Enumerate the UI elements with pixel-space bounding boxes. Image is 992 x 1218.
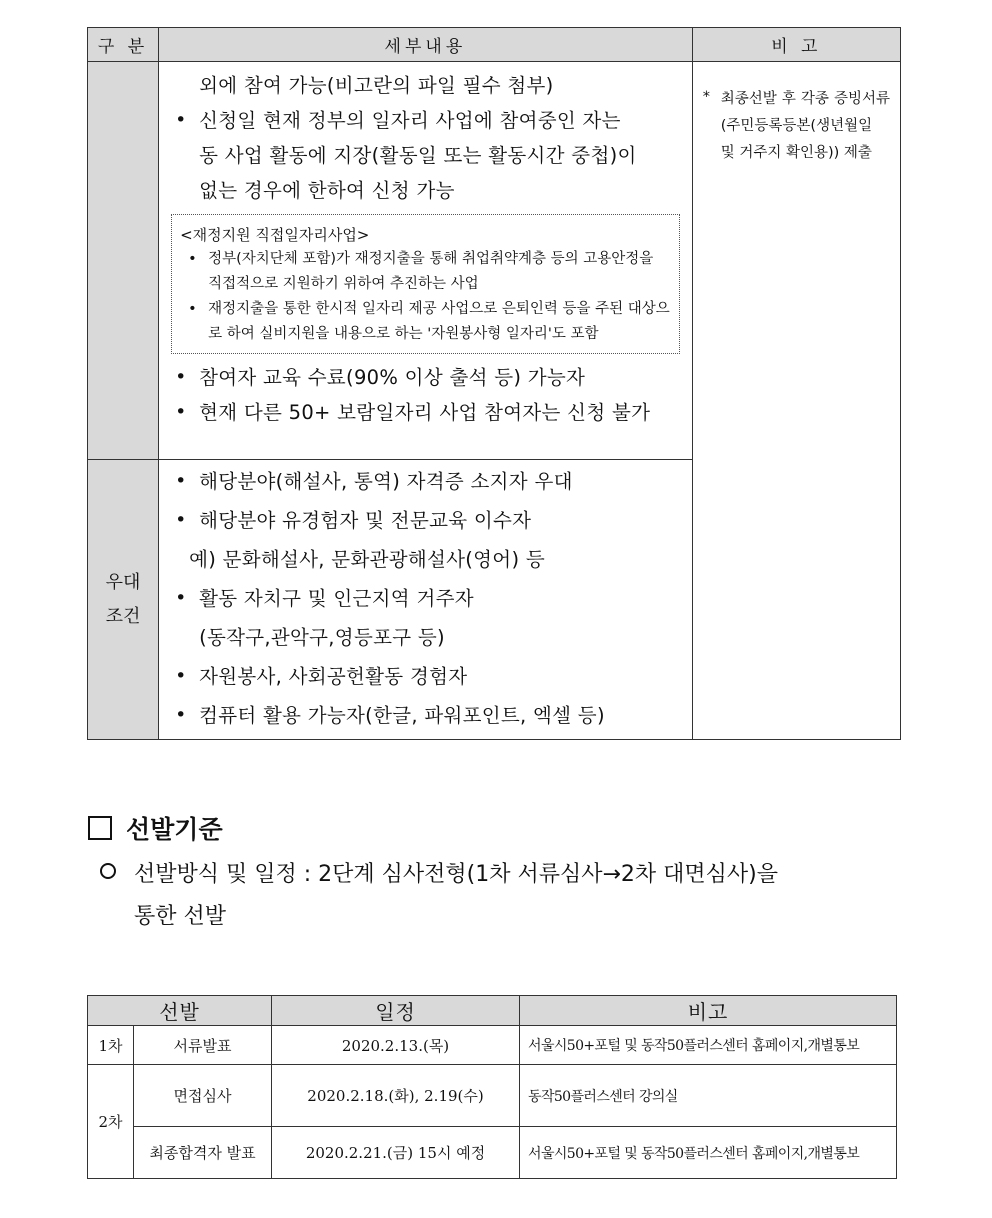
category-label: 우대 (105, 571, 141, 593)
table-row (88, 1127, 897, 1179)
circle-bullet-icon (100, 863, 116, 879)
header-remarks: 비고 (520, 996, 897, 1026)
header-schedule: 일정 (272, 996, 520, 1026)
selection-method (100, 854, 912, 938)
header-category: 구 분 (88, 28, 159, 62)
detail-bullet: • 참여자 교육 수료(90% 이상 출석 등) 가능자 (171, 360, 684, 395)
note-text (693, 62, 900, 167)
preference-detail-cell (159, 460, 693, 740)
preference-bullet: • 해당분야 유경험자 및 전문교육 이수자 (171, 501, 684, 540)
date-cell: 2020.2.18.(화), 2.19(수) (272, 1065, 520, 1127)
date-cell: 2020.2.13.(목) (272, 1026, 520, 1065)
preference-line: (동작구,관악구,영등포구 등) (199, 626, 445, 649)
section-title-text: 선발기준 (126, 815, 223, 844)
section-title (88, 810, 223, 846)
category-label: 조건 (105, 605, 141, 627)
selection-line-1: 선발방식 및 일정 : 2단계 심사전형(1차 서류심사→2차 대면심사)을 (134, 862, 779, 887)
preference-bullet: • 컴퓨터 활용 가능자(한글, 파워포인트, 엑셀 등) (171, 696, 684, 735)
asterisk-mark: * (702, 89, 710, 105)
detail-line: 동 사업 활동에 지장(활동일 또는 활동시간 중첩)이 (199, 144, 637, 167)
preference-bullet: • 활동 자치구 및 인근지역 거주자 (171, 579, 684, 618)
stage-cell: 1차 (88, 1026, 134, 1065)
remark-cell: 동작50플러스센터 강의실 (520, 1065, 897, 1127)
date-cell: 2020.2.21.(금) 15시 예정 (272, 1127, 520, 1179)
type-cell: 면접심사 (134, 1065, 272, 1127)
preference-bullet: • 해당분야(해설사, 통역) 자격증 소지자 우대 (171, 462, 684, 501)
box-item: • 정부(자치단체 포함)가 재정지출을 통해 취업취약계층 등의 고용안정을 직접적으로 지원하기 위하여 추진하는 사업 (180, 247, 671, 297)
detail-bullet: • 신청일 현재 정부의 일자리 사업에 참여중인 자는 (171, 103, 684, 138)
box-item: • 재정지출을 통한 한시적 일자리 제공 사업으로 은퇴인력 등을 주된 대상으로 하여 실비지원을 내용으로 하는 '자원봉사형 일자리'도 포함 (180, 297, 671, 347)
table-row (88, 1065, 897, 1127)
detail-line: 없는 경우에 한하여 신청 가능 (199, 179, 455, 202)
note-body: 최종선발 후 각종 증빙서류(주민등록등본(생년월일 및 거주지 확인용)) 제출 (720, 91, 890, 161)
schedule-header-row (88, 996, 897, 1026)
table-header-row (88, 28, 901, 62)
remark-cell: 서울시50+포털 및 동작50플러스센터 홈페이지,개별통보 (520, 1127, 897, 1179)
program-definition-box (171, 214, 680, 354)
header-note: 비 고 (692, 28, 900, 62)
category-preference (88, 460, 159, 740)
box-title: <재정지원 직접일자리사업> (180, 226, 370, 244)
selection-line-2: 통한 선발 (134, 904, 227, 929)
requirements-table (87, 27, 901, 740)
detail-line: 외에 참여 가능(비고란의 파일 필수 첨부) (199, 74, 554, 97)
preference-example: 예) 문화해설사, 문화관광해설사(영어) 등 (189, 548, 545, 571)
type-cell: 서류발표 (134, 1026, 272, 1065)
detail-cell (159, 62, 693, 460)
remark-cell: 서울시50+포털 및 동작50플러스센터 홈페이지,개별통보 (520, 1026, 897, 1065)
header-selection: 선발 (88, 996, 272, 1026)
table-row (88, 1026, 897, 1065)
note-cell (692, 62, 900, 740)
category-cell-empty (88, 62, 159, 460)
preference-bullet: • 자원봉사, 사회공헌활동 경험자 (171, 657, 684, 696)
detail-bullet: • 현재 다른 50+ 보람일자리 사업 참여자는 신청 불가 (171, 395, 684, 430)
table-row (88, 62, 901, 460)
stage-cell: 2차 (88, 1065, 134, 1179)
type-cell: 최종합격자 발표 (134, 1127, 272, 1179)
checkbox-square-icon (88, 816, 112, 840)
schedule-table (87, 995, 897, 1179)
header-detail: 세부내용 (159, 28, 693, 62)
